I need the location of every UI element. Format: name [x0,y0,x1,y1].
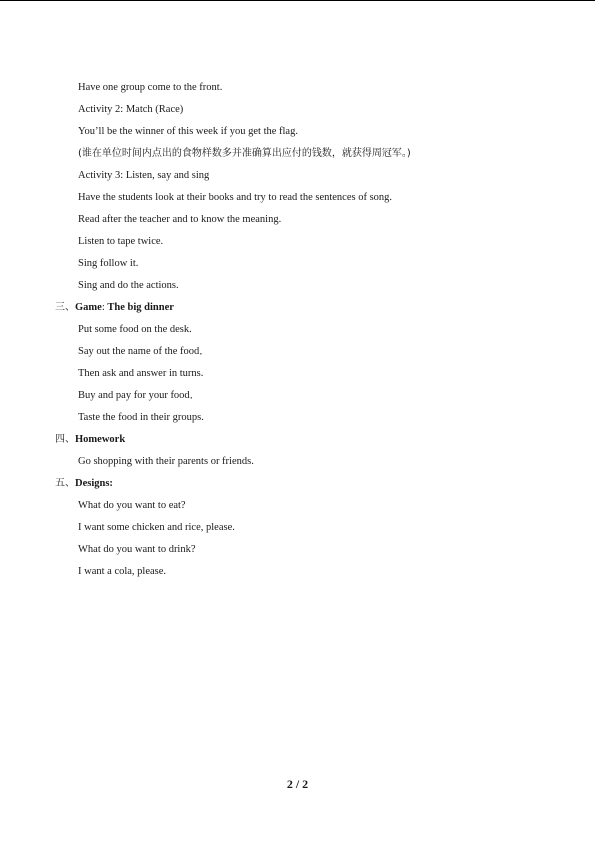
section-separator: : [101,302,108,313]
section-heading-game [0,299,595,321]
text-line: Then ask and answer in turns. [78,368,204,379]
section-subtitle: The big dinner [107,302,174,313]
text-line: Sing follow it. [78,258,139,269]
section-title: Game [75,302,102,313]
text-line: Read after the teacher and to know the meaning. [78,214,282,225]
text-line: I want some chicken and rice, please. [78,522,235,533]
activity-heading: Activity 3: Listen, say and sing [78,170,210,181]
section-number: 三、 [55,302,75,313]
text-line: Have the students look at their books and try to read the sentences of song. [78,192,393,203]
section-number: 四、 [55,434,75,445]
section-title: Designs: [75,478,113,489]
chinese-note: (谁在单位时间内点出的食物样数多并准确算出应付的钱数，就获得周冠军。) [78,148,411,159]
text-line: Sing and do the actions. [78,280,179,291]
text-line: Go shopping with their parents or friends. [78,456,254,467]
text-line: You’ll be the winner of this week if you get the flag. [78,126,298,137]
section-title: Homework [75,434,126,445]
top-rule [0,0,595,1]
text-line: Listen to tape twice. [78,236,164,247]
text-line: I want a cola, please. [78,566,167,577]
text-line: What do you want to eat? [78,500,186,511]
page-number: 2 / 2 [286,777,309,791]
document-body [0,79,595,585]
text-line: Put some food on the desk. [78,324,192,335]
text-line: Have one group come to the front. [78,82,223,93]
text-line: What do you want to drink? [78,544,196,555]
section-heading-designs [0,475,595,497]
section-heading-homework [0,431,595,453]
activity-heading: Activity 2: Match (Race) [78,104,184,115]
text-line: Buy and pay for your food． [78,390,201,401]
text-line: Say out the name of the food． [78,346,210,357]
section-number: 五、 [55,478,75,489]
text-line: Taste the food in their groups. [78,412,204,423]
